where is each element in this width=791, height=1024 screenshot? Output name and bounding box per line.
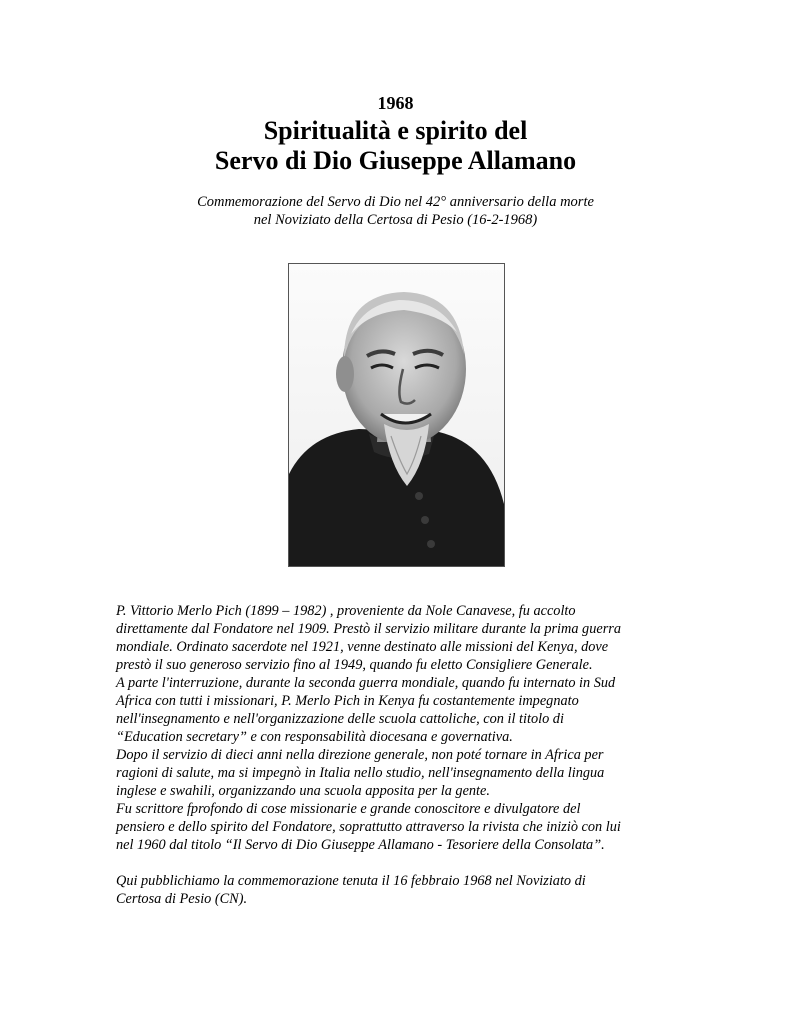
biography-line: nell'insegnamento e nell'organizzazione delle scuola cattoliche, con il titolo di: [116, 711, 564, 727]
biography-line: pensiero e dello spirito del Fondatore, soprattutto attraverso la rivista che iniziò con lui: [116, 819, 621, 835]
subtitle-line-1: Commemorazione del Servo di Dio nel 42° anniversario della morte: [197, 194, 594, 210]
biography-line: P. Vittorio Merlo Pich (1899 – 1982) , proveniente da Nole Canavese, fu accolto: [116, 603, 576, 619]
biography-line: direttamente dal Fondatore nel 1909. Prestò il servizio militare durante la prima guerra: [116, 621, 621, 637]
subtitle-line-2: nel Noviziato della Certosa di Pesio (16-2-1968): [253, 212, 538, 228]
portrait-illustration: [289, 264, 504, 566]
biography-line: inglese e swahili, organizzando una scuola apposita per la gente.: [116, 783, 490, 799]
document-subtitle: [0, 193, 791, 229]
biography-line: Africa con tutti i missionari, P. Merlo Pich in Kenya fu costantemente impegnato: [116, 693, 579, 709]
title-line-1: Spiritualità e spirito del: [263, 116, 528, 145]
biography-line: ragioni di salute, ma si impegnò in Italia nello studio, nell'insegnamento della lingua: [116, 765, 605, 781]
biography-line: prestò il suo generoso servizio fino al 1949, quando fu eletto Consigliere Generale.: [116, 657, 593, 673]
title-line-2: Servo di Dio Giuseppe Allamano: [214, 146, 577, 175]
biography-section: [116, 602, 716, 908]
paragraph-spacer: [116, 854, 716, 872]
portrait-photo: [288, 263, 505, 567]
closing-line: Qui pubblichiamo la commemorazione tenuta il 16 febbraio 1968 nel Noviziato di: [116, 873, 586, 889]
biography-line: A parte l'interruzione, durante la seconda guerra mondiale, quando fu internato in Sud: [116, 675, 616, 691]
closing-line: Certosa di Pesio (CN).: [116, 891, 248, 907]
document-title: [0, 116, 791, 176]
biography-line: Dopo il servizio di dieci anni nella direzione generale, non poté tornare in Africa per: [116, 747, 604, 763]
biography-line: mondiale. Ordinato sacerdote nel 1921, venne destinato alle missioni del Kenya, dove: [116, 639, 609, 655]
biography-line: nel 1960 dal titolo “Il Servo di Dio Giuseppe Allamano - Tesoriere della Consolata”.: [116, 837, 605, 853]
document-year: 1968: [377, 93, 414, 113]
biography-line: “Education secretary” e con responsabilità diocesana e governativa.: [116, 729, 513, 745]
biography-line: Fu scrittore fprofondo di cose missionarie e grande conoscitore e divulgatore del: [116, 801, 581, 817]
